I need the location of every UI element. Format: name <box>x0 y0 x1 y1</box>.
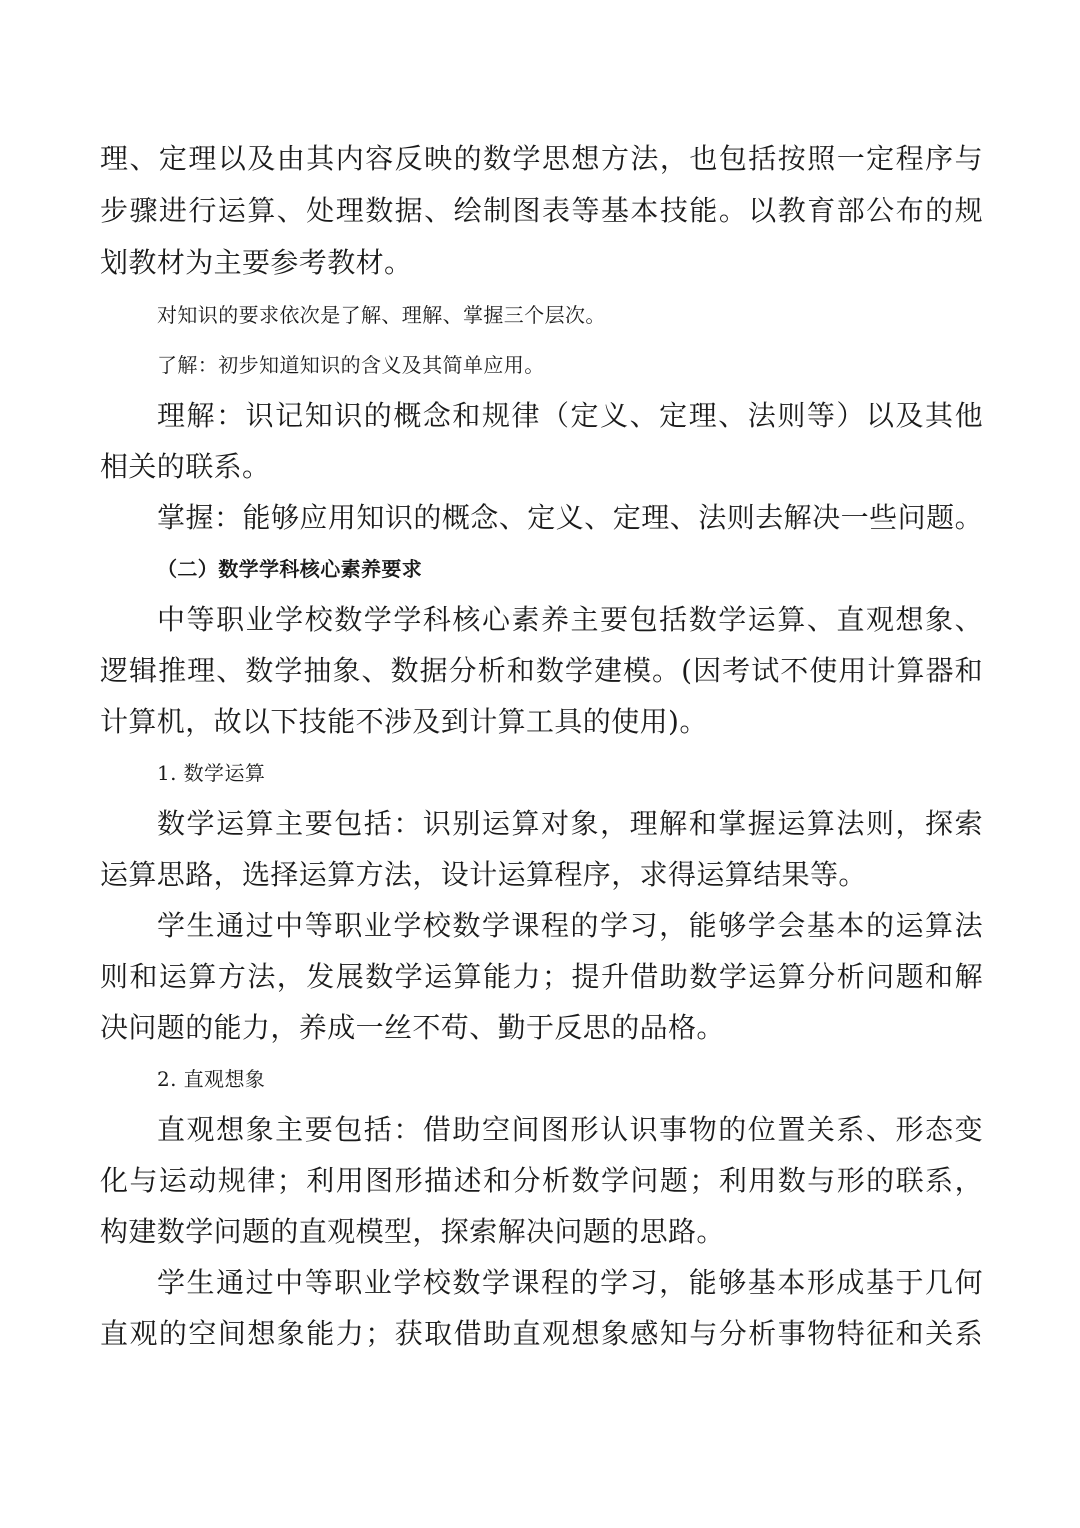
text-line: 化与运动规律；利用图形描述和分析数学问题；利用数与形的联系， <box>100 1164 983 1197</box>
text-line: 决问题的能力，养成一丝不苟、勤于反思的品格。 <box>100 1011 725 1044</box>
text-line: 运算思路，选择运算方法，设计运算程序，求得运算结果等。 <box>100 858 867 891</box>
text-line: 逻辑推理、数学抽象、数据分析和数学建模。(因考试不使用计算器和 <box>100 654 983 687</box>
text-line: 理解：识记知识的概念和规律（定义、定理、法则等）以及其他 <box>157 399 983 432</box>
text-line: 相关的联系。 <box>100 450 271 483</box>
text-line: 划教材为主要参考教材。 <box>100 246 413 279</box>
text-line: 直观想象主要包括：借助空间图形认识事物的位置关系、形态变 <box>157 1113 983 1146</box>
text-line: 对知识的要求依次是了解、理解、掌握三个层次。 <box>157 303 606 327</box>
text-line: 步骤进行运算、处理数据、绘制图表等基本技能。以教育部公布的规 <box>100 194 983 227</box>
text-line: 直观的空间想象能力；获取借助直观想象感知与分析事物特征和关系 <box>100 1317 983 1350</box>
text-line: 计算机，故以下技能不涉及到计算工具的使用)。 <box>100 705 708 738</box>
section-heading: （二）数学学科核心素养要求 <box>157 557 423 581</box>
text-line: 学生通过中等职业学校数学课程的学习，能够学会基本的运算法 <box>157 909 983 942</box>
text-line: 构建数学问题的直观模型，探索解决问题的思路。 <box>100 1215 725 1248</box>
text-line: 中等职业学校数学学科核心素养主要包括数学运算、直观想象、 <box>157 603 983 636</box>
subsection-heading: 1. 数学运算 <box>157 761 266 785</box>
text-line: 学生通过中等职业学校数学课程的学习，能够基本形成基于几何 <box>157 1266 983 1299</box>
subsection-heading: 2. 直观想象 <box>157 1067 266 1091</box>
text-line: 了解：初步知道知识的含义及其简单应用。 <box>157 353 545 377</box>
text-line: 掌握：能够应用知识的概念、定义、定理、法则去解决一些问题。 <box>157 501 983 534</box>
text-line: 数学运算主要包括：识别运算对象，理解和掌握运算法则，探索 <box>157 807 983 840</box>
text-line: 则和运算方法，发展数学运算能力；提升借助数学运算分析问题和解 <box>100 960 983 993</box>
text-line: 理、定理以及由其内容反映的数学思想方法，也包括按照一定程序与 <box>100 142 983 175</box>
